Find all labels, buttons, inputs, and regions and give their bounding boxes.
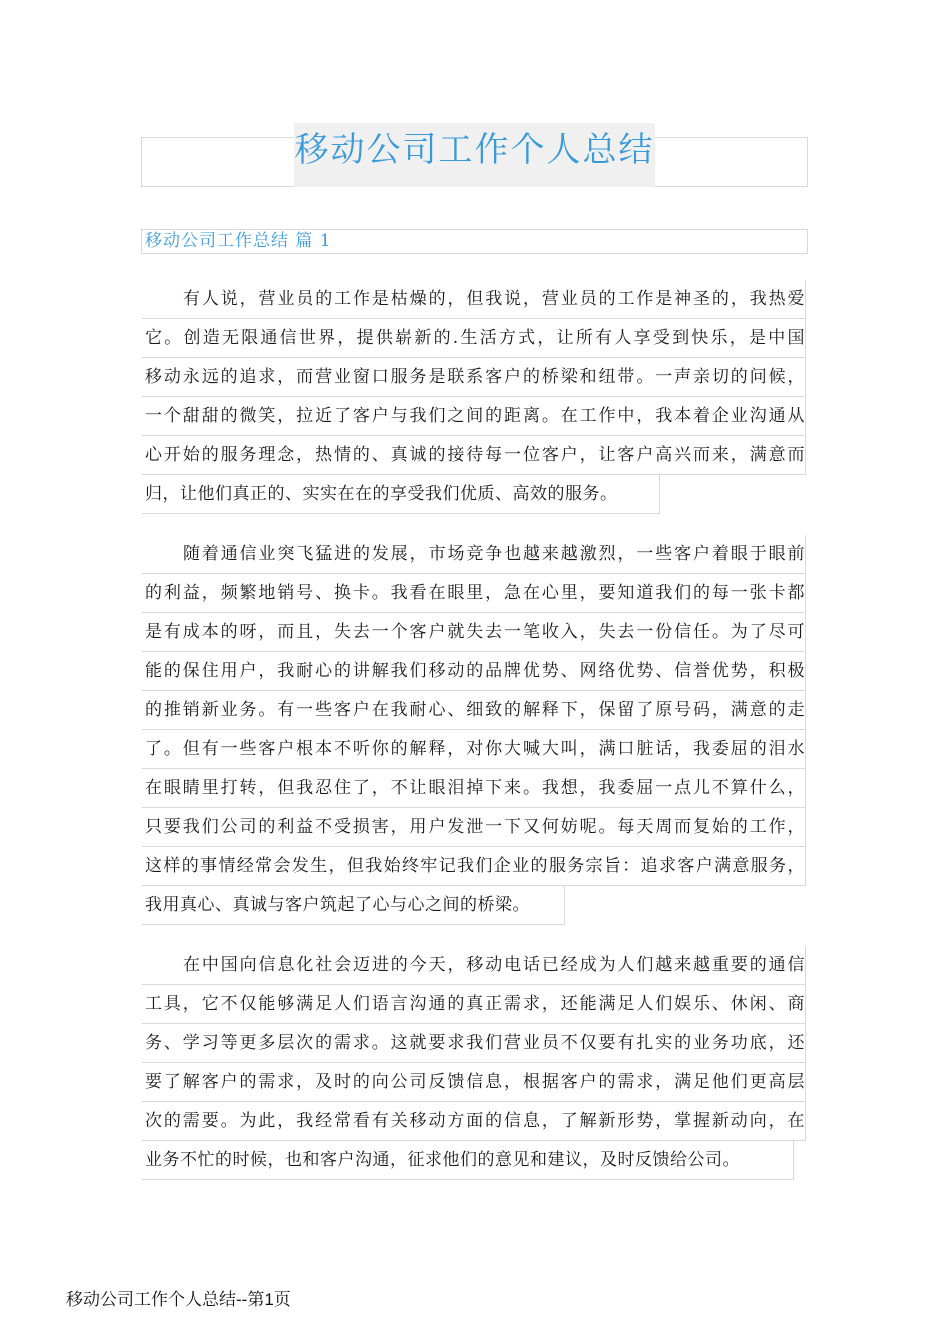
page-title: 移动公司工作个人总结 — [294, 130, 655, 170]
text-line: 有人说，营业员的工作是枯燥的，但我说，营业员的工作是神圣的，我热爱 — [142, 280, 806, 319]
section-heading: 移动公司工作总结 篇 1 — [145, 231, 332, 251]
text-line: 务、学习等更多层次的需求。这就要求我们营业员不仅要有扎实的业务功底，还 — [142, 1024, 806, 1063]
text-line: 在眼睛里打转，但我忍住了，不让眼泪掉下来。我想，我委屈一点儿不算什么， — [142, 769, 806, 808]
text-line: 的推销新业务。有一些客户在我耐心、细致的解释下，保留了原号码，满意的走 — [142, 691, 806, 730]
text-line: 归，让他们真正的、实实在在的享受我们优质、高效的服务。 — [142, 475, 660, 514]
paragraph-3 — [142, 946, 806, 1180]
text-line: 的利益，频繁地销号、换卡。我看在眼里，急在心里，要知道我们的每一张卡都 — [142, 574, 806, 613]
text-line: 要了解客户的需求，及时的向公司反馈信息，根据客户的需求，满足他们更高层 — [142, 1063, 806, 1102]
text-line: 业务不忙的时候，也和客户沟通，征求他们的意见和建议，及时反馈给公司。 — [142, 1141, 794, 1180]
text-line: 能的保住用户，我耐心的讲解我们移动的品牌优势、网络优势、信誉优势，积极 — [142, 652, 806, 691]
text-line: 在中国向信息化社会迈进的今天，移动电话已经成为人们越来越重要的通信 — [142, 946, 806, 985]
text-line: 一个甜甜的微笑，拉近了客户与我们之间的距离。在工作中，我本着企业沟通从 — [142, 397, 806, 436]
text-line: 只要我们公司的利益不受损害，用户发泄一下又何妨呢。每天周而复始的工作， — [142, 808, 806, 847]
text-line: 随着通信业突飞猛进的发展，市场竞争也越来越激烈，一些客户着眼于眼前 — [142, 535, 806, 574]
text-line: 是有成本的呀，而且，失去一个客户就失去一笔收入，失去一份信任。为了尽可 — [142, 613, 806, 652]
text-line: 工具，它不仅能够满足人们语言沟通的真正需求，还能满足人们娱乐、休闲、商 — [142, 985, 806, 1024]
text-line: 这样的事情经常会发生，但我始终牢记我们企业的服务宗旨：追求客户满意服务， — [142, 847, 806, 886]
text-line: 它。创造无限通信世界，提供崭新的.生活方式，让所有人享受到快乐，是中国 — [142, 319, 806, 358]
page-footer: 移动公司工作个人总结--第1页 — [66, 1290, 291, 1309]
text-line: 移动永远的追求，而营业窗口服务是联系客户的桥梁和纽带。一声亲切的问候， — [142, 358, 806, 397]
text-line: 次的需要。为此，我经常看有关移动方面的信息，了解新形势，掌握新动向，在 — [142, 1102, 806, 1141]
text-line: 心开始的服务理念，热情的、真诚的接待每一位客户，让客户高兴而来，满意而 — [142, 436, 806, 475]
paragraph-1 — [142, 280, 806, 514]
text-line: 了。但有一些客户根本不听你的解释，对你大喊大叫，满口脏话，我委屈的泪水 — [142, 730, 806, 769]
text-line: 我用真心、真诚与客户筑起了心与心之间的桥梁。 — [142, 886, 565, 925]
paragraph-2 — [142, 535, 806, 925]
